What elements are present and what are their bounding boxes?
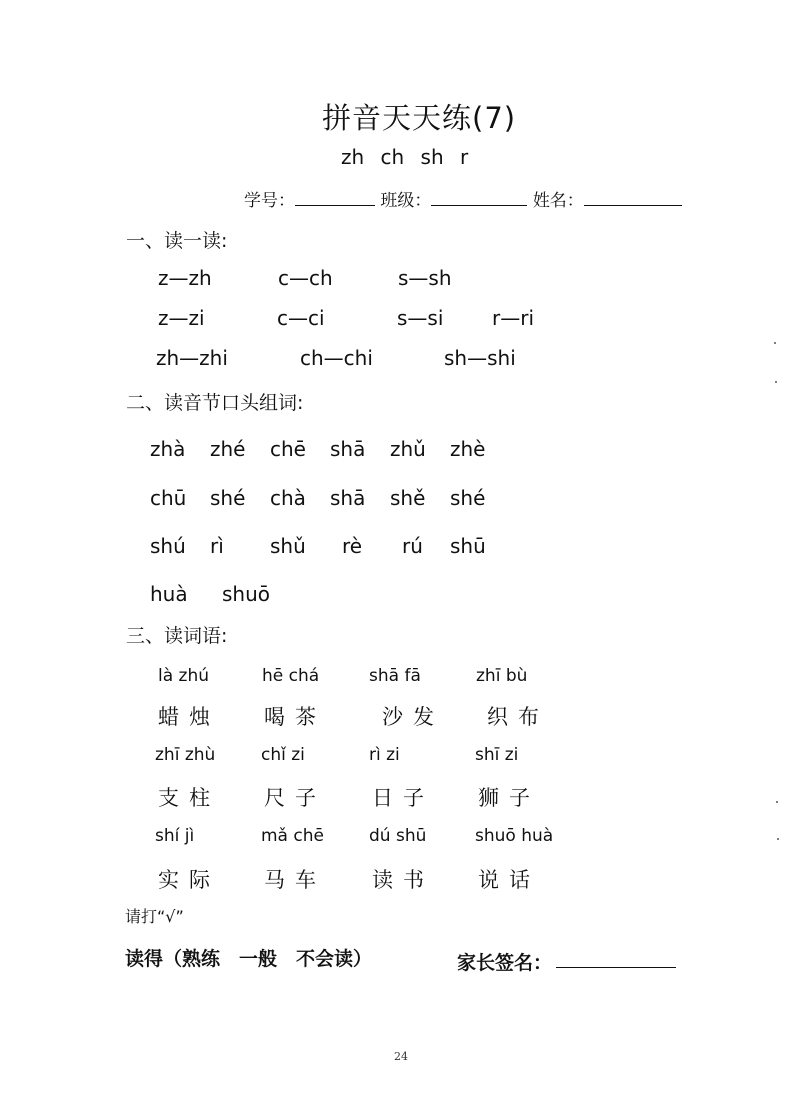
syllable: shuō <box>222 582 271 606</box>
section2-heading: 二、读音节口头组词: <box>126 392 304 414</box>
syllable: rè <box>342 534 363 558</box>
word-hanzi: 马车 <box>264 868 326 892</box>
section1-item: z—zh <box>158 266 212 290</box>
tick-instruction: 请打“√” <box>125 907 184 926</box>
syllable: shé <box>210 486 246 510</box>
syllable: chē <box>270 437 306 461</box>
word-hanzi: 沙发 <box>382 705 444 729</box>
word-pinyin: shí jì <box>155 826 195 846</box>
word-pinyin: zhī zhù <box>155 745 216 765</box>
student-info-row <box>244 186 682 211</box>
scan-speck <box>777 838 779 840</box>
section1-item: zh—zhi <box>156 346 228 370</box>
word-pinyin: dú shū <box>369 826 427 846</box>
page-subtitle: zh ch sh r <box>341 145 469 169</box>
syllable: chà <box>270 486 306 510</box>
section1-item: c—ci <box>277 306 325 330</box>
syllable: shě <box>390 486 426 510</box>
word-pinyin: rì zi <box>369 745 400 765</box>
reading-level-options: 读得（熟练 一般 不会读） <box>125 948 373 970</box>
word-pinyin: shā fā <box>369 666 421 686</box>
syllable: zhé <box>210 437 246 461</box>
parent-signature-label: 家长签名： <box>457 952 553 974</box>
word-pinyin: mǎ chē <box>261 826 324 846</box>
scan-speck <box>774 342 776 344</box>
page-title: 拼音天天练(7) <box>322 101 517 135</box>
syllable: shā <box>330 437 366 461</box>
parent-signature-field[interactable] <box>556 967 676 968</box>
scan-speck <box>776 801 778 803</box>
scan-speck <box>775 381 777 383</box>
student-number-field[interactable] <box>295 204 375 206</box>
word-hanzi: 尺子 <box>264 786 326 810</box>
word-pinyin: là zhú <box>158 666 210 686</box>
word-hanzi: 支柱 <box>158 786 220 810</box>
word-pinyin: hē chá <box>262 666 320 686</box>
syllable: shǔ <box>270 534 306 558</box>
syllable: shū <box>450 534 486 558</box>
section1-item: z—zi <box>158 306 205 330</box>
syllable: zhè <box>450 437 486 461</box>
syllable: huà <box>150 582 188 606</box>
class-label: 班级： <box>380 191 432 211</box>
section1-item: c—ch <box>278 266 333 290</box>
word-pinyin: shuō huà <box>475 826 554 846</box>
section1-item: s—sh <box>398 266 452 290</box>
word-hanzi: 说话 <box>478 868 540 892</box>
syllable: zhǔ <box>390 437 426 461</box>
syllable: shú <box>150 534 186 558</box>
syllable: shé <box>450 486 486 510</box>
student-number-label: 学号： <box>244 191 295 211</box>
syllable: shā <box>330 486 366 510</box>
word-hanzi: 读书 <box>372 868 434 892</box>
section1-heading: 一、读一读: <box>126 230 228 252</box>
section3-heading: 三、读词语: <box>126 625 228 647</box>
page-number: 24 <box>394 1050 408 1063</box>
word-hanzi: 狮子 <box>478 786 540 810</box>
syllable: chū <box>150 486 187 510</box>
word-hanzi: 蜡烛 <box>158 705 220 729</box>
section1-item: ch—chi <box>300 346 373 370</box>
word-hanzi: 实际 <box>158 868 220 892</box>
syllable: rú <box>402 534 423 558</box>
syllable: zhà <box>150 437 186 461</box>
class-field[interactable] <box>431 204 527 206</box>
section1-item: sh—shi <box>444 346 516 370</box>
name-field[interactable] <box>584 204 682 206</box>
syllable: rì <box>210 534 224 558</box>
word-pinyin: shī zi <box>475 745 519 765</box>
word-hanzi: 日子 <box>372 786 434 810</box>
section1-item: s—si <box>397 306 444 330</box>
word-pinyin: zhī bù <box>476 666 528 686</box>
section1-item: r—ri <box>492 306 535 330</box>
name-label: 姓名： <box>532 191 584 211</box>
word-hanzi: 织布 <box>487 705 549 729</box>
word-pinyin: chǐ zi <box>261 745 305 765</box>
word-hanzi: 喝茶 <box>264 705 326 729</box>
